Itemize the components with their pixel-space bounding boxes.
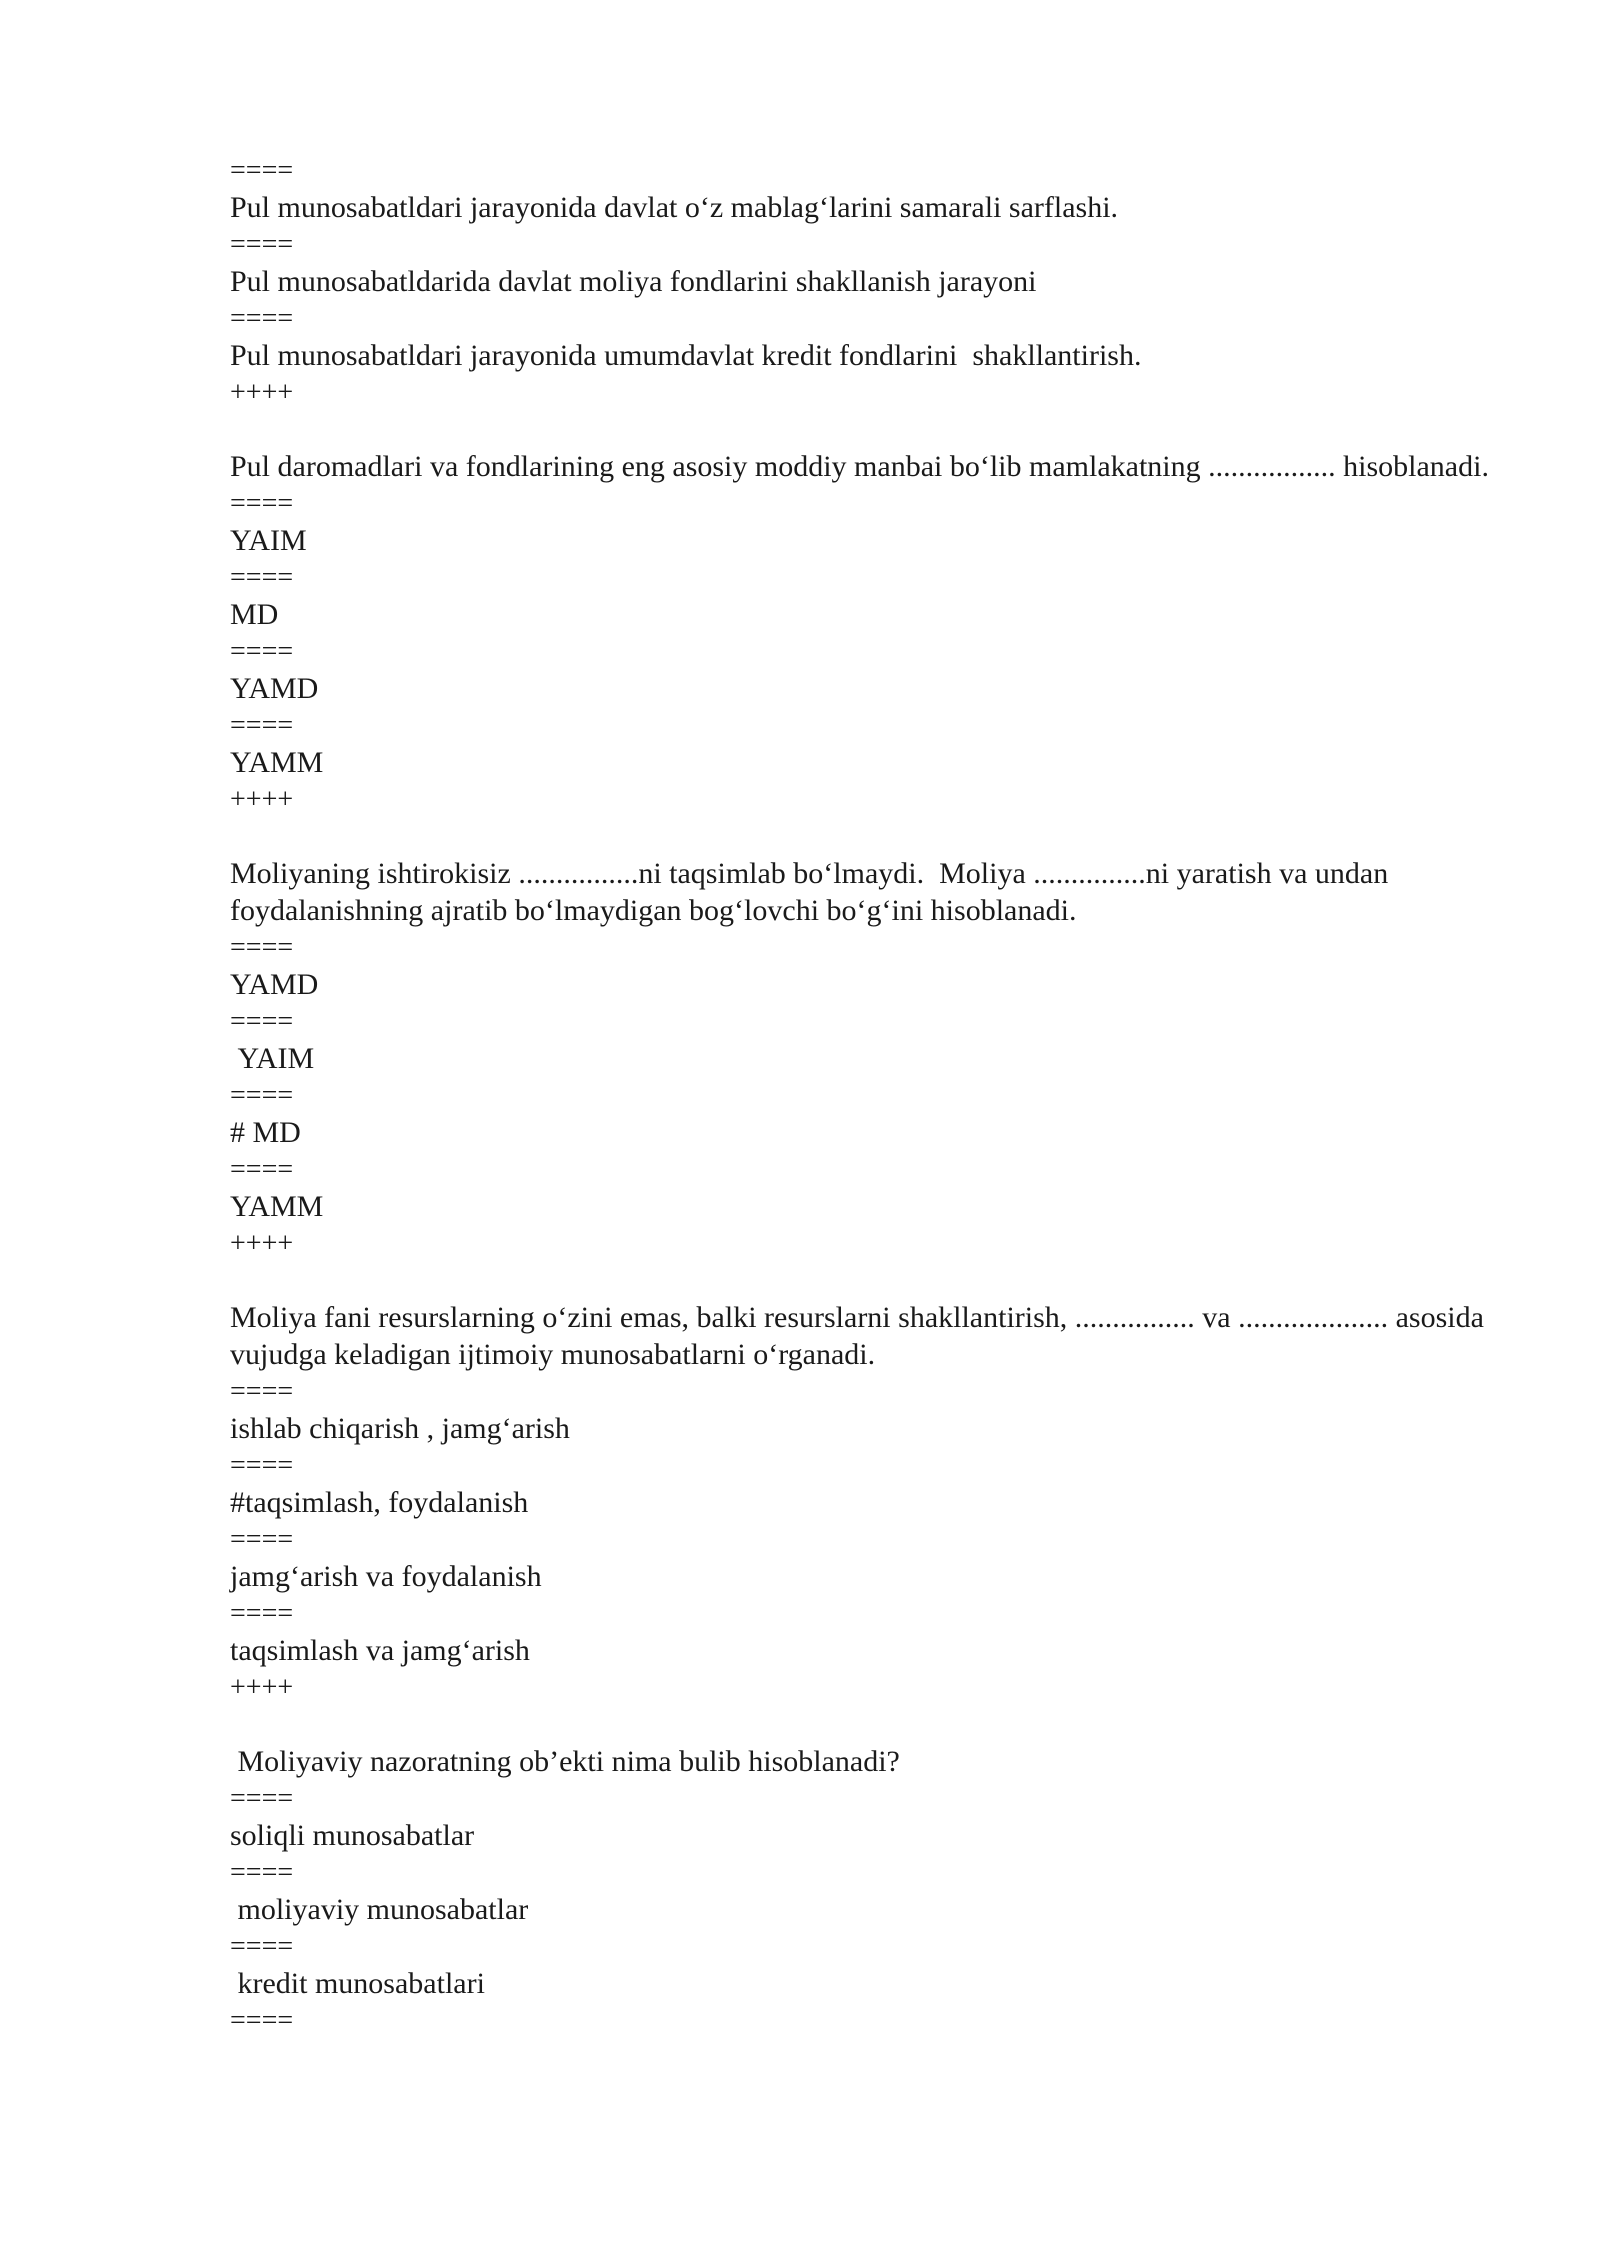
text-line: ishlab chiqarish , jamg‘arish xyxy=(230,1412,570,1445)
blank-line xyxy=(230,411,1500,448)
text-line: soliqli munosabatlar xyxy=(230,1819,475,1852)
text-line: taqsimlash va jamg‘arish xyxy=(230,1634,530,1667)
text-line: YAIM xyxy=(230,524,307,557)
option-separator: ==== xyxy=(230,1857,294,1888)
text-line: Pul munosabatldari jarayonida umumdavlat kredit fondlarini shakllantirish. xyxy=(230,339,1142,372)
option-separator: ==== xyxy=(230,1080,294,1111)
question-end-marker: ++++ xyxy=(230,1228,294,1259)
blank-line xyxy=(230,1262,1500,1299)
document-page xyxy=(230,152,1500,2039)
option-separator: ==== xyxy=(230,636,294,667)
option-separator: ==== xyxy=(230,155,294,186)
text-line: Pul munosabatldarida davlat moliya fondlarini shakllanish jarayoni xyxy=(230,265,1037,298)
text-line: YAIM xyxy=(230,1042,315,1075)
option-separator: ==== xyxy=(230,1783,294,1814)
option-separator: ==== xyxy=(230,1450,294,1481)
text-line: # MD xyxy=(230,1116,301,1149)
text-line: Pul munosabatldari jarayonida davlat o‘z mablag‘larini samarali sarflashi. xyxy=(230,191,1119,224)
text-line: jamg‘arish va foydalanish xyxy=(230,1560,542,1593)
question-end-marker: ++++ xyxy=(230,784,294,815)
option-separator: ==== xyxy=(230,1154,294,1185)
text-line: Pul daromadlari va fondlarining eng asosiy moddiy manbai bo‘lib mamlakatning ................. hisoblanadi. xyxy=(230,450,1489,483)
option-separator: ==== xyxy=(230,229,294,260)
text-line: MD xyxy=(230,598,279,631)
option-separator: ==== xyxy=(230,1598,294,1629)
option-separator: ==== xyxy=(230,710,294,741)
text-line: Moliyaning ishtirokisiz ................ni taqsimlab bo‘lmaydi. Moliya ...............ni yaratish va undan foydalanishning ajratib bo‘lmaydigan bog‘lovchi bo‘g‘ini hisoblanadi. xyxy=(230,857,1396,927)
option-separator: ==== xyxy=(230,932,294,963)
text-line: Moliyaviy nazoratning ob’ekti nima bulib hisoblanadi? xyxy=(230,1745,900,1778)
question-end-marker: ++++ xyxy=(230,377,294,408)
blank-line xyxy=(230,1706,1500,1743)
option-separator: ==== xyxy=(230,1524,294,1555)
option-separator: ==== xyxy=(230,562,294,593)
text-line: YAMM xyxy=(230,746,324,779)
option-separator: ==== xyxy=(230,1376,294,1407)
text-line: moliyaviy munosabatlar xyxy=(230,1893,529,1926)
text-line: #taqsimlash, foydalanish xyxy=(230,1486,529,1519)
text-line: YAMD xyxy=(230,968,319,1001)
option-separator: ==== xyxy=(230,1931,294,1962)
text-line: YAMD xyxy=(230,672,319,705)
option-separator: ==== xyxy=(230,1006,294,1037)
option-separator: ==== xyxy=(230,488,294,519)
blank-line xyxy=(230,818,1500,855)
question-end-marker: ++++ xyxy=(230,1672,294,1703)
option-separator: ==== xyxy=(230,2005,294,2036)
option-separator: ==== xyxy=(230,303,294,334)
text-line: Moliya fani resurslarning o‘zini emas, balki resurslarni shakllantirish, ................ va .................... asosida vujudga keladigan ijtimoiy munosabatlarni o‘rganadi. xyxy=(230,1301,1492,1371)
text-line: YAMM xyxy=(230,1190,324,1223)
text-line: kredit munosabatlari xyxy=(230,1967,485,2000)
